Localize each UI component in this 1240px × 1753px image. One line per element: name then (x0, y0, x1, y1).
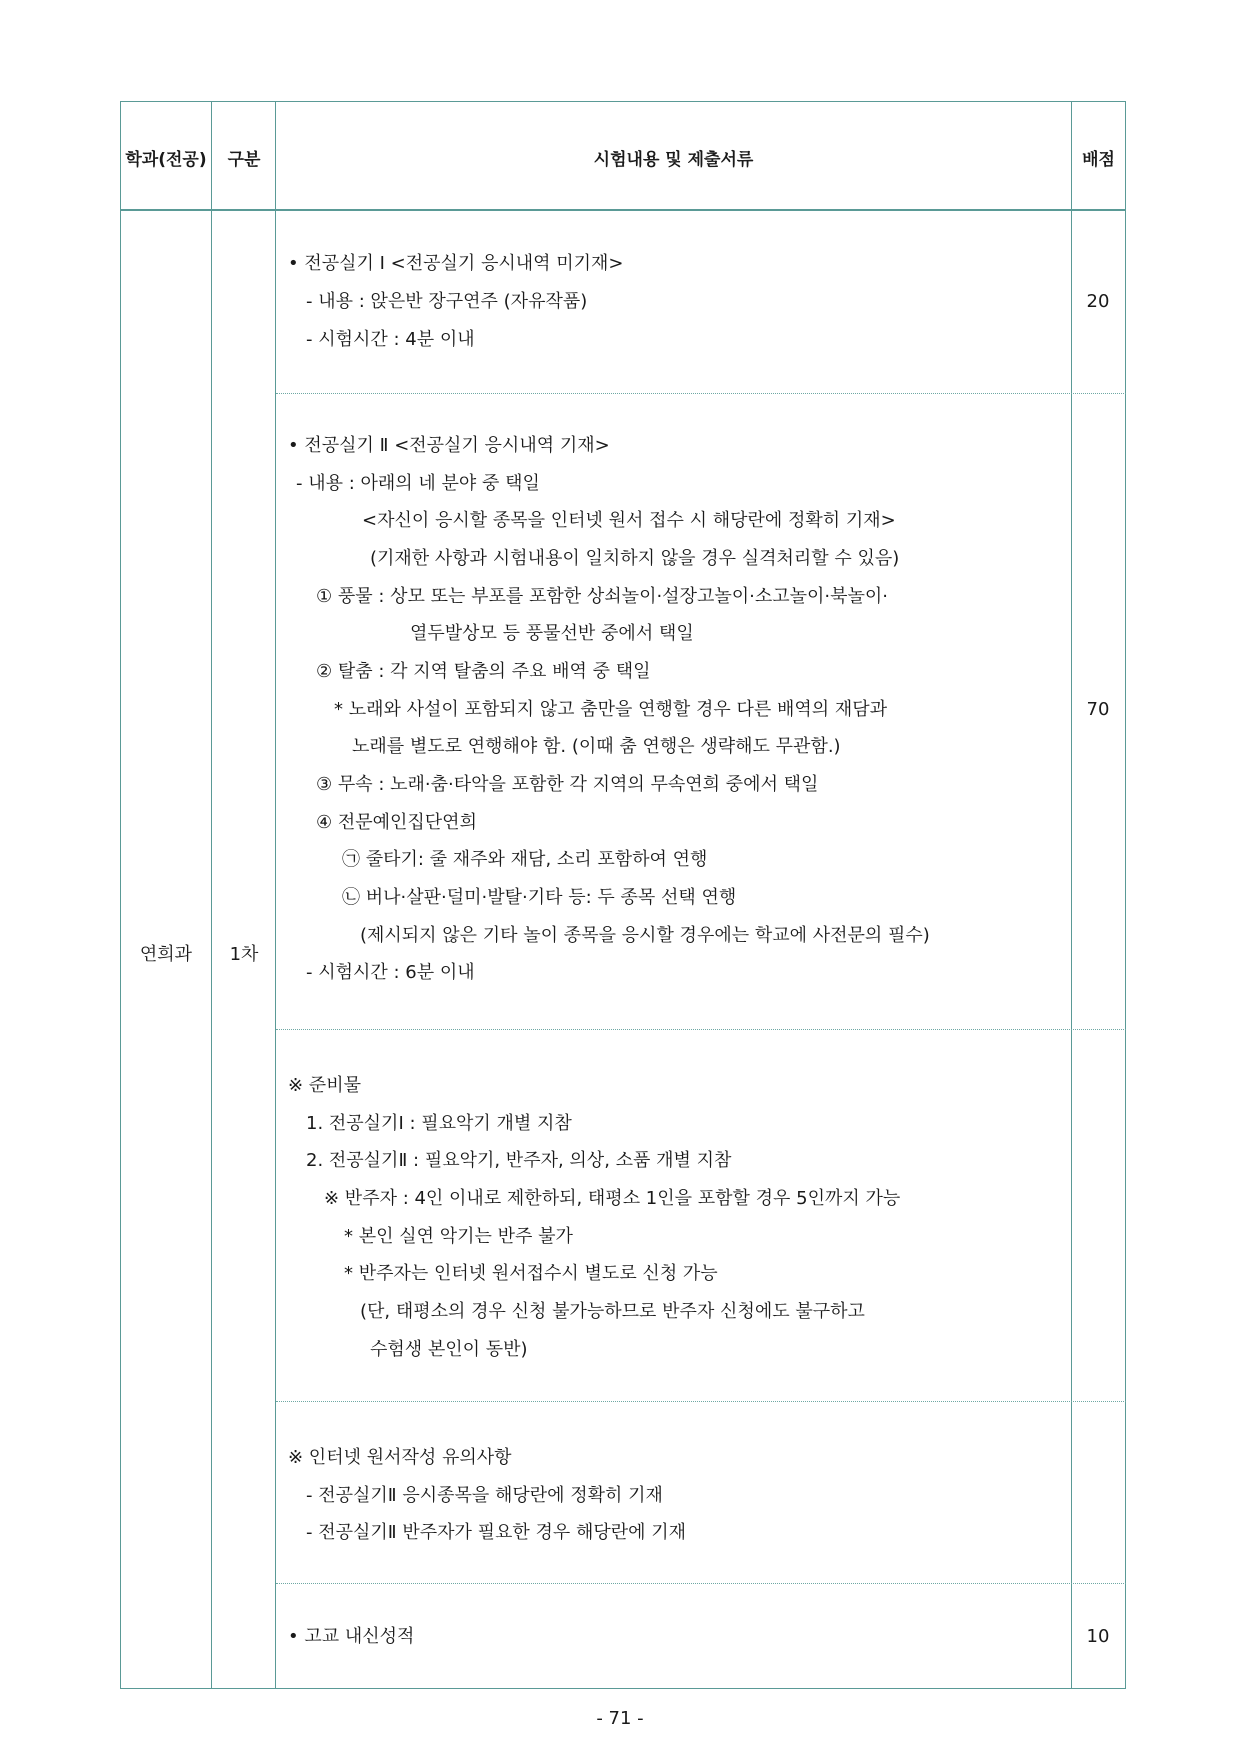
content-line: 1. 전공실기Ⅰ : 필요악기 개별 지참 (306, 1113, 572, 1134)
content-line: 2. 전공실기Ⅱ : 필요악기, 반주자, 의상, 소품 개별 지참 (306, 1150, 732, 1171)
type-cell: 1차 (229, 944, 259, 965)
header-dept: 학과(전공) (125, 150, 207, 170)
dept-cell: 연희과 (139, 944, 193, 965)
content-line: 노래를 별도로 연행해야 함. (이때 춤 연행은 생략해도 무관함.) (352, 736, 841, 757)
content-line: (단, 태평소의 경우 신청 불가능하므로 반주자 신청에도 불구하고 (360, 1301, 865, 1322)
content-line: * 본인 실연 악기는 반주 불가 (344, 1226, 573, 1247)
score-cell: 70 (1086, 699, 1110, 720)
content-line: * 반주자는 인터넷 원서접수시 별도로 신청 가능 (344, 1263, 718, 1284)
content-line: - 전공실기Ⅱ 응시종목을 해당란에 정확히 기재 (306, 1485, 663, 1506)
content-line: (기재한 사항과 시험내용이 일치하지 않을 경우 실격처리할 수 있음) (370, 548, 900, 569)
content-line: ※ 반주자 : 4인 이내로 제한하되, 태평소 1인을 포함할 경우 5인까지 가능 (324, 1188, 901, 1209)
col-divider (211, 101, 212, 1689)
content-line: <자신이 응시할 종목을 인터넷 원서 접수 시 해당란에 정확히 기재> (362, 510, 896, 531)
content-line: - 내용 : 앉은반 장구연주 (자유작품) (306, 291, 588, 312)
content-line: * 노래와 사설이 포함되지 않고 춤만을 연행할 경우 다른 배역의 재담과 (334, 699, 888, 720)
col-divider (275, 101, 276, 1689)
content-line: ③ 무속 : 노래·춤·타악을 포함한 각 지역의 무속연희 중에서 택일 (316, 774, 819, 795)
content-line: ④ 전문예인집단연희 (316, 812, 477, 833)
content-line: 열두발상모 등 풍물선반 중에서 택일 (410, 623, 694, 644)
section-divider (276, 1401, 1126, 1402)
col-divider (1071, 101, 1072, 1689)
content-line: ㉡ 버나·살판·덜미·발탈·기타 등: 두 종목 선택 연행 (342, 887, 737, 908)
section-divider (276, 393, 1126, 394)
content-line: - 시험시간 : 4분 이내 (306, 329, 475, 350)
section-divider (276, 1583, 1126, 1584)
page-number: - 71 - (596, 1708, 644, 1729)
section-divider (276, 1029, 1126, 1030)
content-line: 수험생 본인이 동반) (370, 1339, 528, 1360)
content-line: ② 탈춤 : 각 지역 탈춤의 주요 배역 중 택일 (316, 661, 651, 682)
content-line: ※ 인터넷 원서작성 유의사항 (288, 1447, 512, 1468)
content-line: • 고교 내신성적 (288, 1626, 415, 1647)
header-type: 구분 (227, 150, 261, 170)
header-content: 시험내용 및 제출서류 (593, 150, 754, 170)
score-cell: 10 (1086, 1626, 1110, 1647)
content-line: - 시험시간 : 6분 이내 (306, 962, 475, 983)
content-line: ※ 준비물 (288, 1075, 361, 1096)
score-cell: 20 (1086, 291, 1110, 312)
content-line: ㉠ 줄타기: 줄 재주와 재담, 소리 포함하여 연행 (342, 849, 708, 870)
header-divider (120, 209, 1126, 211)
content-line: (제시되지 않은 기타 놀이 종목을 응시할 경우에는 학교에 사전문의 필수) (360, 925, 930, 946)
header-score: 배점 (1082, 150, 1115, 170)
content-line: • 전공실기 Ⅰ <전공실기 응시내역 미기재> (288, 253, 624, 274)
content-line: ① 풍물 : 상모 또는 부포를 포함한 상쇠놀이·설장고놀이·소고놀이·북놀이· (316, 586, 889, 607)
content-line: - 내용 : 아래의 네 분야 중 택일 (296, 473, 540, 494)
content-line: - 전공실기Ⅱ 반주자가 필요한 경우 해당란에 기재 (306, 1522, 687, 1543)
content-line: • 전공실기 Ⅱ <전공실기 응시내역 기재> (288, 435, 610, 456)
